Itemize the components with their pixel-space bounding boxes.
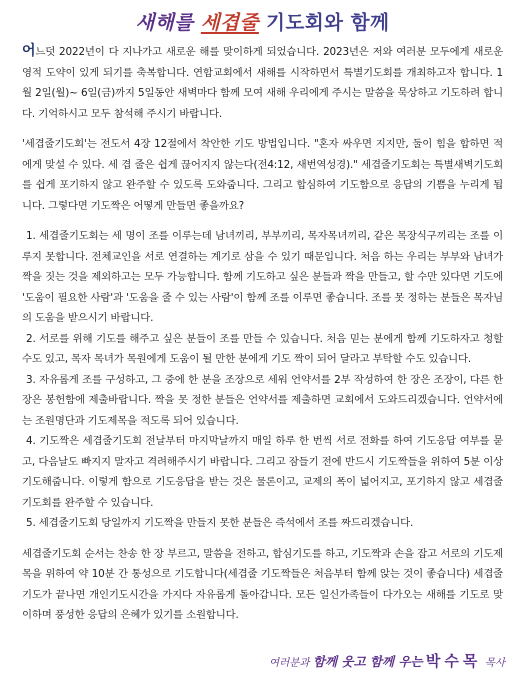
signature-role: 목사: [484, 657, 505, 669]
list-item-5: 5. 세겹줄기도회 당일까지 기도짝을 만들지 못한 분들은 즉석에서 조를 짜드리겠습니다.: [26, 517, 414, 529]
signature: [269, 650, 505, 671]
intro-dropcap: 어: [22, 43, 36, 59]
list-item-3: 3. 자유롭게 조를 구성하고, 그 중에 한 분을 조장으로 세워 언약서를 2부 작성하여 한 장은 조장이, 다른 한 장은 봉헌함에 제출바랍니다. 짝을 못 정한 분들은 언약서를 제출하면 교회에서 도와드리겠습니다. 언약서에는 조원명단과 기도제목을 적도록 되어 있습니다.: [22, 373, 503, 427]
signature-phrase: 함께 웃고 함께 우는: [312, 654, 423, 669]
intro-paragraph: [22, 41, 503, 124]
closing-paragraph: 세겹줄기도회 순서는 찬송 한 장 부르고, 말씀을 전하고, 합심기도를 하고, 기도짝과 손을 잡고 서로의 기도제목을 위하여 약 10분 간 통성으로 기도합니다(세겹줄 기도짝들은 처음부터 함께 앉는 것이 좋습니다) 세겹줄기도가 끝나면 개인기도시간을 가지다 자유롭게 돌아갑니다. 모든 일신가족들이 다가오는 새해를 기도로 맞이하며 풍성한 응답의 은혜가 있기를 소원합니다.: [22, 547, 503, 621]
spacer: [22, 216, 503, 226]
title-prefix: 새해를: [135, 11, 201, 34]
spacer: [22, 534, 503, 544]
page-title: [22, 0, 503, 37]
intro-text: 느덧 2022년이 다 지나가고 새로운 해를 맞이하게 되었습니다. 2023년은 저와 여러분 모두에게 새로운 영적 도약이 있게 되기를 축복합니다. 연합교회에서 새해를 시작하면서 특별기도회를 개최하고자 합니다. 1월 2일(월)~ 6일(금)까지 5일동안 새벽마다 함께 모여 새해 우리에게 주시는 말씀을 묵상하고 기도하려 합니다. 기억하시고 모두 참석해 주시기 바랍니다.: [22, 46, 503, 120]
spacer: [22, 124, 503, 134]
title-highlight: 세겹줄: [200, 11, 259, 34]
list-item-4: 4. 기도짝은 세겹줄기도회 전날부터 마지막날까지 매일 하루 한 번씩 서로 전화를 하여 기도응답 여부를 묻고, 다음날도 빠지지 말자고 격려해주시기 바랍니다. 그리고 잠들기 전에 반드시 기도짝들을 위하여 5분 이상 기도해줍니다. 이렇게 함으로 기도응답을 받는 것은 물론이고, 교제의 폭이 넓어지고, 포기하지 않고 세겹줄기도회를 완주할 수 있습니다.: [22, 435, 503, 509]
list-item-1: 1. 세겹줄기도회는 세 명이 조를 이루는데 남녀끼리, 부부끼리, 목자목녀끼리, 같은 목장식구끼리는 조를 이루지 못합니다. 전체교인을 서로 연결하는 계기로 삼을 수 있기 때문입니다. 처음 하는 우리는 부부와 남녀가 짝을 짓는 것을 제외하고는 모두 가능합니다. 함께 기도하고 싶은 분들과 짝을 만들고, 할 수만 있다면 기도에 '도움이 필요한 사람'과 '도움을 줄 수 있는 사람'이 함께 조를 이루면 좋습니다. 조를 못 정하는 분들은 목자님의 도움을 받으시기 바랍니다.: [22, 230, 503, 324]
list-item-2: 2. 서로를 위해 기도를 해주고 싶은 분들이 조를 만들 수 있습니다. 처음 믿는 분에게 함께 기도하자고 청할 수도 있고, 목자 목녀가 목원에게 도움이 될 만한 분에게 기도 짝이 되어 달라고 부탁할 수도 있습니다.: [22, 332, 503, 365]
title-suffix: 기도회와 함께: [258, 11, 390, 34]
signature-name: 박수목: [425, 652, 482, 670]
explanation-paragraph: '세겹줄기도회'는 전도서 4장 12절에서 착안한 기도 방법입니다. "혼자 싸우면 지지만, 둘이 힘을 합하면 적에게 맞설 수 있다. 세 겹 줄은 쉽게 끊어지지 않는다(전4:12, 새번역성경)." 세겹줄기도회는 특별새벽기도회를 쉽게 포기하지 않고 완주할 수 있도록 도와줍니다. 그리고 합심하여 기도함으로 응답의 기쁨을 누리게 됩니다. 그렇다면 기도짝은 어떻게 만들면 좋을까요?: [22, 138, 503, 212]
signature-lead: 여러분과: [268, 657, 313, 669]
